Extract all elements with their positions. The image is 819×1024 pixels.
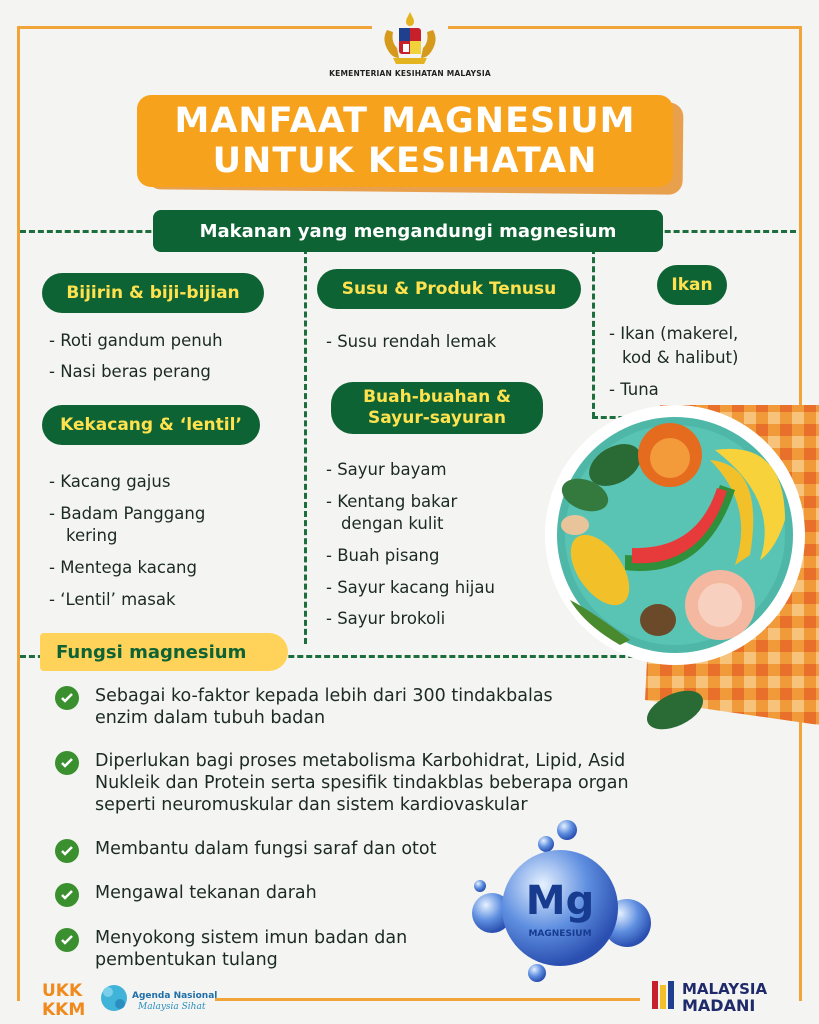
divider-column-2 — [592, 248, 595, 418]
food-item-continued: dengan kulit — [341, 514, 444, 533]
category-buah-sayur-line-1: Buah-buahan & — [363, 387, 511, 407]
mg-symbol: Mg — [525, 878, 595, 924]
checkmark-icon — [55, 751, 79, 775]
madani-text-2: MADANI — [682, 996, 756, 1015]
food-item: - Ikan (makerel, — [609, 324, 739, 343]
divider-column-1 — [304, 248, 307, 644]
ukk-kkm-logo — [40, 978, 92, 1018]
agenda-text-2: Malaysia Sihat — [138, 1002, 206, 1012]
food-item: - Nasi beras perang — [49, 362, 211, 381]
category-buah-sayur — [331, 382, 543, 434]
mg-name: MAGNESIUM — [528, 929, 592, 939]
frame-border-left — [17, 26, 20, 1001]
madani-text-1: MALAYSIA — [682, 980, 768, 998]
functions-title: Fungsi magnesium — [40, 633, 288, 671]
food-plate-illustration — [540, 400, 819, 740]
function-text-line: pembentukan tulang — [95, 950, 278, 970]
food-item: - Buah pisang — [326, 546, 440, 565]
category-bijirin: Bijirin & biji-bijian — [42, 273, 264, 313]
food-item: - Sayur kacang hijau — [326, 578, 495, 597]
checkmark-icon — [55, 883, 79, 907]
food-item: - Sayur bayam — [326, 460, 447, 479]
checkmark-icon — [55, 839, 79, 863]
food-item: - Roti gandum penuh — [49, 331, 223, 350]
food-item-continued: kod & halibut) — [622, 348, 739, 367]
function-text-line: seperti neuromuskular dan sistem kardiovaskular — [95, 795, 528, 815]
food-item: - Susu rendah lemak — [326, 332, 497, 351]
function-item — [55, 750, 629, 816]
function-item — [55, 685, 553, 729]
function-item — [55, 927, 407, 971]
frame-border-top-left — [17, 26, 372, 29]
food-item: - Kacang gajus — [49, 472, 171, 491]
food-item: - Mentega kacang — [49, 558, 197, 577]
food-item: - Kentang bakar — [326, 492, 458, 511]
function-item — [55, 838, 436, 863]
food-item: - Sayur brokoli — [326, 609, 446, 628]
frame-border-top-right — [448, 26, 802, 29]
title-banner — [137, 95, 673, 187]
function-item — [55, 882, 317, 907]
magnesium-molecule-icon — [462, 818, 662, 988]
foods-section-title: Makanan yang mengandungi magnesium — [153, 210, 663, 252]
checkmark-icon — [55, 928, 79, 952]
function-text — [95, 685, 553, 729]
food-item: - ‘Lentil’ masak — [49, 590, 176, 609]
agenda-nasional-logo — [98, 978, 228, 1018]
checkmark-icon — [55, 686, 79, 710]
function-text-line: Nukleik dan Protein serta spesifik tindakblas beberapa organ — [95, 773, 629, 793]
frame-border-bottom — [215, 998, 640, 1001]
function-text — [95, 927, 407, 971]
malaysia-madani-logo — [648, 975, 808, 1015]
function-text-line: Menyokong sistem imun badan dan — [95, 928, 408, 948]
ministry-name: KEMENTERIAN KESIHATAN MALAYSIA — [329, 69, 491, 78]
title-line-1: MANFAAT MAGNESIUM — [174, 101, 636, 141]
food-item-continued: kering — [66, 526, 118, 545]
title-line-2: UNTUK KESIHATAN — [212, 141, 598, 181]
category-buah-sayur-line-2: Sayur-sayuran — [367, 408, 507, 428]
category-ikan: Ikan — [657, 265, 727, 305]
agenda-text-1: Agenda Nasional — [132, 991, 218, 1001]
function-text-line: enzim dalam tubuh badan — [95, 708, 326, 728]
function-text-line: Sebagai ko-faktor kepada lebih dari 300 tindakbalas — [95, 686, 553, 706]
food-item: - Tuna — [609, 380, 659, 399]
kkm-text: KKM — [42, 1000, 86, 1018]
malaysia-crest-icon — [377, 10, 443, 66]
function-text-line: Diperlukan bagi proses metabolisma Karbohidrat, Lipid, Asid — [95, 751, 626, 771]
function-text — [95, 750, 629, 816]
category-susu: Susu & Produk Tenusu — [317, 269, 581, 309]
food-item: - Badam Panggang — [49, 504, 206, 523]
category-kekacang: Kekacang & ‘lentil’ — [42, 405, 260, 445]
ukk-text: UKK — [42, 981, 83, 1001]
function-text: Mengawal tekanan darah — [95, 883, 317, 903]
function-text: Membantu dalam fungsi saraf dan otot — [95, 839, 437, 859]
